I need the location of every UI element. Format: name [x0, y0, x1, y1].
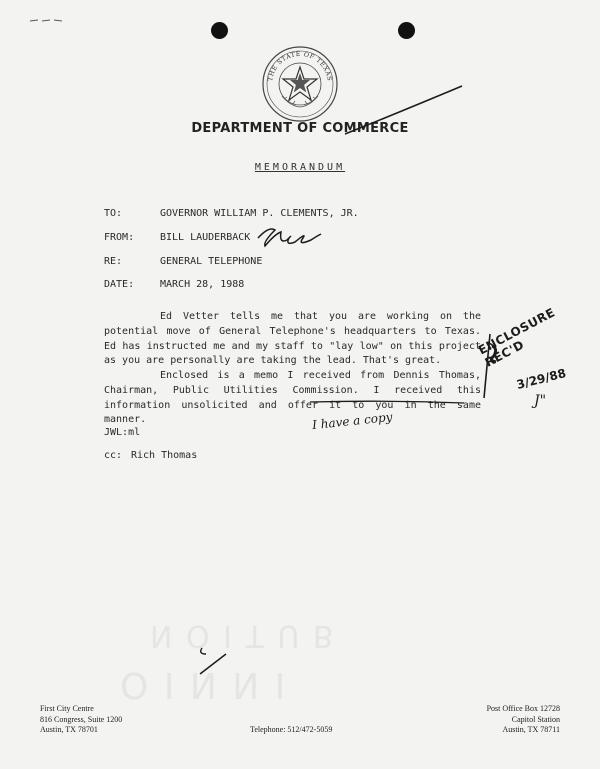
bleed-through-shadow: N O I T U B — [150, 618, 336, 653]
bleed-through-shadow-2: O I N N I — [120, 664, 288, 705]
pen-underline — [308, 398, 468, 406]
from-label: FROM: — [104, 232, 135, 243]
corner-scribble — [28, 16, 68, 24]
handwritten-receipt-initials: J" — [534, 393, 547, 409]
punch-hole-left — [211, 22, 228, 39]
sender-initials-signature — [255, 224, 325, 250]
pen-check-mark — [196, 640, 232, 678]
footer-right-line-2: Capitol Station — [511, 714, 560, 724]
footer-right-line-1: Post Office Box 12728 — [486, 704, 560, 713]
cc-value: Rich Thomas — [131, 450, 198, 461]
handwritten-enclosure-note: ENCLOSURE REC'D — [476, 305, 558, 370]
department-heading: DEPARTMENT OF COMMERCE — [191, 121, 409, 136]
punch-hole-right — [398, 22, 415, 39]
footer-telephone: Telephone: 512/472-5059 — [250, 725, 333, 734]
date-label: DATE: — [104, 279, 135, 290]
texas-seal-icon — [260, 44, 340, 124]
footer-left-line-1: First City Centre — [40, 704, 94, 713]
body-paragraph-1: Ed Vetter tells me that you are working on the potential move of General Telephone's headquarters to Texas. Ed has instructed me and my staff to "lay low" on this project as you are personally are taking the lead. That's great. — [104, 311, 481, 367]
footer-right-line-3: Austin, TX 78711 — [502, 725, 560, 734]
from-value: BILL LAUDERBACK — [160, 232, 251, 243]
body-paragraph-2: Enclosed is a memo I received from Dennis Thomas, Chairman, Public Utilities Commission. I received this information unsolicited and offer it to you in the same manner. — [104, 370, 481, 426]
to-value: GOVERNOR WILLIAM P. CLEMENTS, JR. — [160, 208, 359, 219]
pen-strike-mark — [340, 82, 470, 142]
footer-left-line-2: 816 Congress, Suite 1200 — [40, 714, 123, 724]
re-label: RE: — [104, 256, 123, 267]
typist-initials: JWL:ml — [104, 427, 141, 438]
date-value: MARCH 28, 1988 — [160, 279, 245, 290]
footer-left-address — [40, 704, 122, 736]
footer-right-address — [487, 704, 560, 736]
memo-title: MEMORANDUM — [254, 162, 346, 173]
to-label: TO: — [104, 208, 123, 219]
re-value: GENERAL TELEPHONE — [160, 256, 263, 267]
seal-text: THE STATE OF TEXAS — [267, 50, 333, 82]
cc-label: cc: — [104, 450, 123, 461]
footer-left-line-3: Austin, TX 78701 — [40, 725, 98, 734]
handwritten-receipt-date: 3/29/88 — [515, 366, 568, 392]
handwritten-copy-note: I have a copy — [311, 409, 394, 433]
